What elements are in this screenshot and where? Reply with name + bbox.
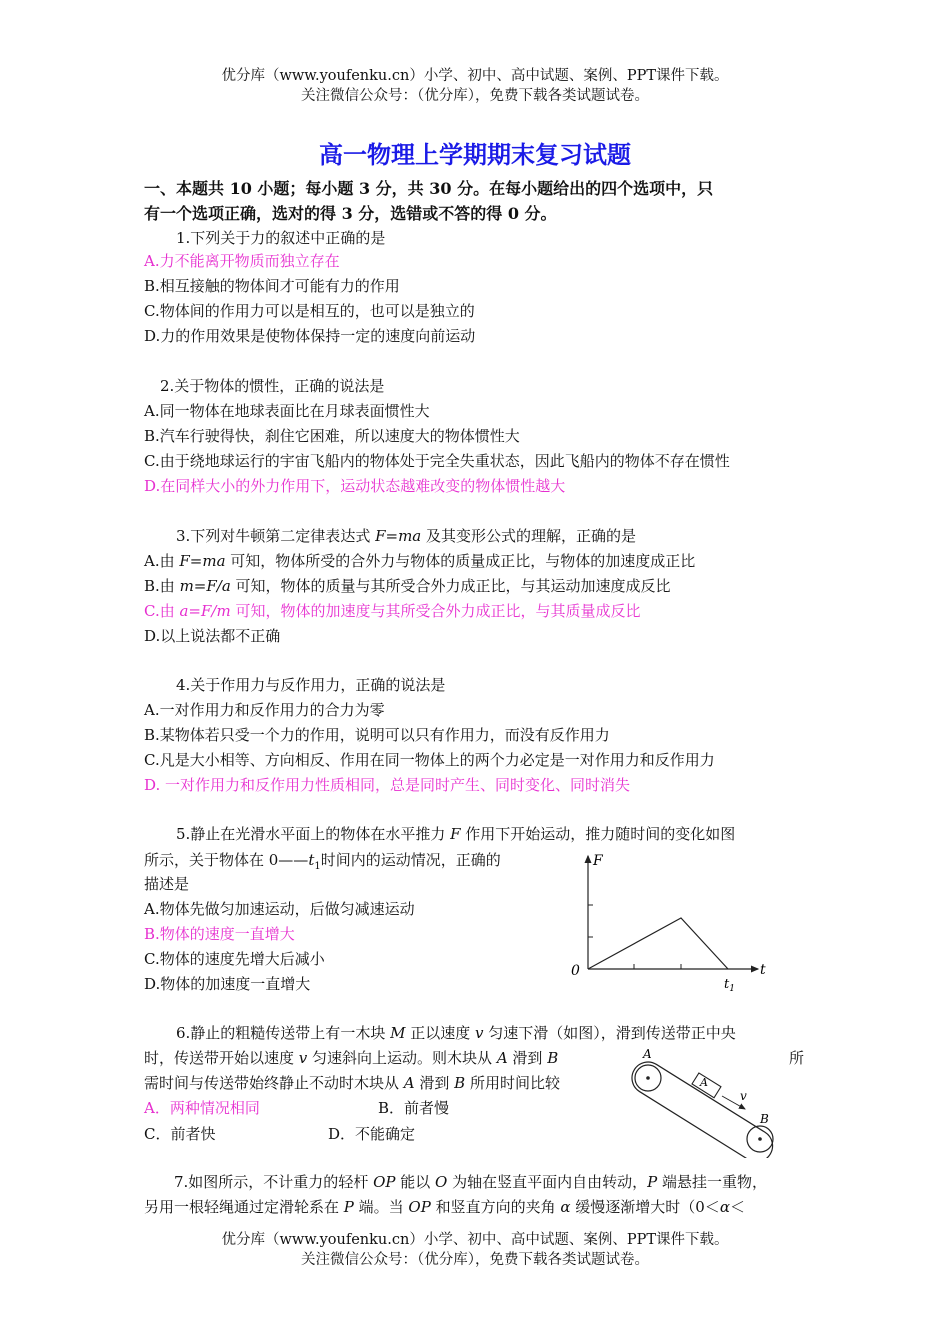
force-curve [588,918,728,969]
q1-option-b: B.相互接触的物体间才可能有力的作用 [144,277,400,295]
page-title: 高一物理上学期期末复习试题 [319,141,631,169]
q4-option-d: D. 一对作用力和反作用力性质相同，总是同时产生、同时变化、同时消失 [144,776,631,794]
label-b: B [760,1112,769,1126]
q2-option-d: D.在同样大小的外力作用下，运动状态越难改变的物体惯性越大 [144,477,566,495]
q5-option-c: C.物体的速度先增大后减小 [144,950,325,968]
origin-label: 0 [571,963,580,979]
page-header-line2: 关注微信公众号：（优分库），免费下载各类试题试卷。 [301,88,649,104]
q5-stem-line2: 所示，关于物体在 $0——t_1$时间内的运动情况，正确的 [144,851,501,872]
q6-stem-line2: 时，传送带开始以速度 v 匀速斜向上运动。则木块从 A 滑到 B [144,1049,559,1067]
q1-option-c: C.物体间的作用力可以是相互的，也可以是独立的 [144,302,475,320]
page-footer-line1: 优分库（www.youfenku.cn）小学、初中、高中试题、案例、PPT课件下载。 [221,1232,729,1248]
q2-stem: 2.关于物体的惯性，正确的说法是 [160,377,385,395]
pulley-a-axle [646,1076,650,1080]
q4-stem: 4.关于作用力与反作用力，正确的说法是 [176,676,446,694]
q3-option-a: A.由 F=ma 可知，物体所受的合外力与物体的质量成正比，与物体的加速度成正比 [144,552,696,570]
q6-option-a: A．两种情况相同 [144,1099,260,1117]
label-a: A [643,1047,652,1061]
q4-option-b: B.某物体若只受一个力的作用，说明可以只有作用力，而没有反作用力 [144,726,610,744]
q5-stem-line1: 5.静止在光滑水平面上的物体在水平推力 F 作用下开始运动，推力随时间的变化如图 [176,825,736,843]
q2-option-b: B.汽车行驶得快，刹住它困难，所以速度大的物体惯性大 [144,427,520,445]
t1-label: $t_1$ [724,977,735,993]
q5-option-b: B.物体的速度一直增大 [144,925,295,943]
section-heading-line1: 一、本题共 10 小题；每小题 3 分，共 30 分。在每小题给出的四个选项中，只 [144,179,714,198]
q3-option-c: C.由 a=F/m 可知，物体的加速度与其所受合外力成正比，与其质量成反比 [144,602,641,620]
q7-line2: 另用一根轻绳通过定滑轮系在 P 端。当 OP 和竖直方向的夹角 α 缓慢逐渐增大时（0＜α＜ [144,1198,745,1216]
q6-stem-line1: 6.静止的粗糙传送带上有一木块 M 正以速度 v 匀速下滑（如图），滑到传送带正中央 [176,1024,736,1042]
y-axis-label: F [593,853,603,869]
q6-stem-line2-tail: 所 [789,1049,805,1067]
q4-option-c: C.凡是大小相等、方向相反、作用在同一物体上的两个力必定是一对作用力和反作用力 [144,751,715,769]
conveyor-belt-figure [628,1043,778,1158]
q5-option-d: D.物体的加速度一直增大 [144,975,311,993]
page-header-line1: 优分库（www.youfenku.cn）小学、初中、高中试题、案例、PPT课件下载。 [221,68,729,84]
q6-option-d: D．不能确定 [328,1125,416,1143]
q6-option-c: C．前者快 [144,1125,216,1143]
page-footer-line2: 关注微信公众号：（优分库），免费下载各类试题试卷。 [301,1252,649,1268]
section-heading-line2: 有一个选项正确，选对的得 3 分，选错或不答的得 0 分。 [144,204,557,223]
q3-stem: 3.下列对牛顿第二定律表达式 F=ma 及其变形公式的理解，正确的是 [176,527,637,545]
q3-option-d: D.以上说法都不正确 [144,627,281,645]
q6-stem-line3: 需时间与传送带始终静止不动时木块从 A 滑到 B 所用时间比较 [144,1074,560,1092]
q2-option-a: A.同一物体在地球表面比在月球表面惯性大 [144,402,430,420]
q4-option-a: A.一对作用力和反作用力的合力为零 [144,701,385,719]
q5-stem-line3: 描述是 [144,875,190,893]
force-time-graph [560,848,780,993]
q6-option-b: B．前者慢 [378,1099,450,1117]
belt [628,1056,778,1158]
label-v: v [740,1089,747,1103]
label-block: A [700,1076,708,1089]
q3-option-b: B.由 m=F/a 可知，物体的质量与其所受合外力成正比，与其运动加速度成反比 [144,577,671,595]
q2-option-c: C.由于绕地球运行的宇宙飞船内的物体处于完全失重状态，因此飞船内的物体不存在惯性 [144,452,730,470]
pulley-b-axle [758,1137,762,1141]
q5-option-a: A.物体先做匀加速运动，后做匀减速运动 [144,900,415,918]
q1-stem: 1.下列关于力的叙述中正确的是 [176,229,386,247]
q1-option-a: A.力不能离开物质而独立存在 [144,252,340,270]
q1-option-d: D.力的作用效果是使物体保持一定的速度向前运动 [144,327,476,345]
q7-line1: 7.如图所示，不计重力的轻杆 OP 能以 O 为轴在竖直平面内自由转动，P 端悬挂一重物， [174,1173,767,1191]
x-axis-label: t [760,962,766,978]
